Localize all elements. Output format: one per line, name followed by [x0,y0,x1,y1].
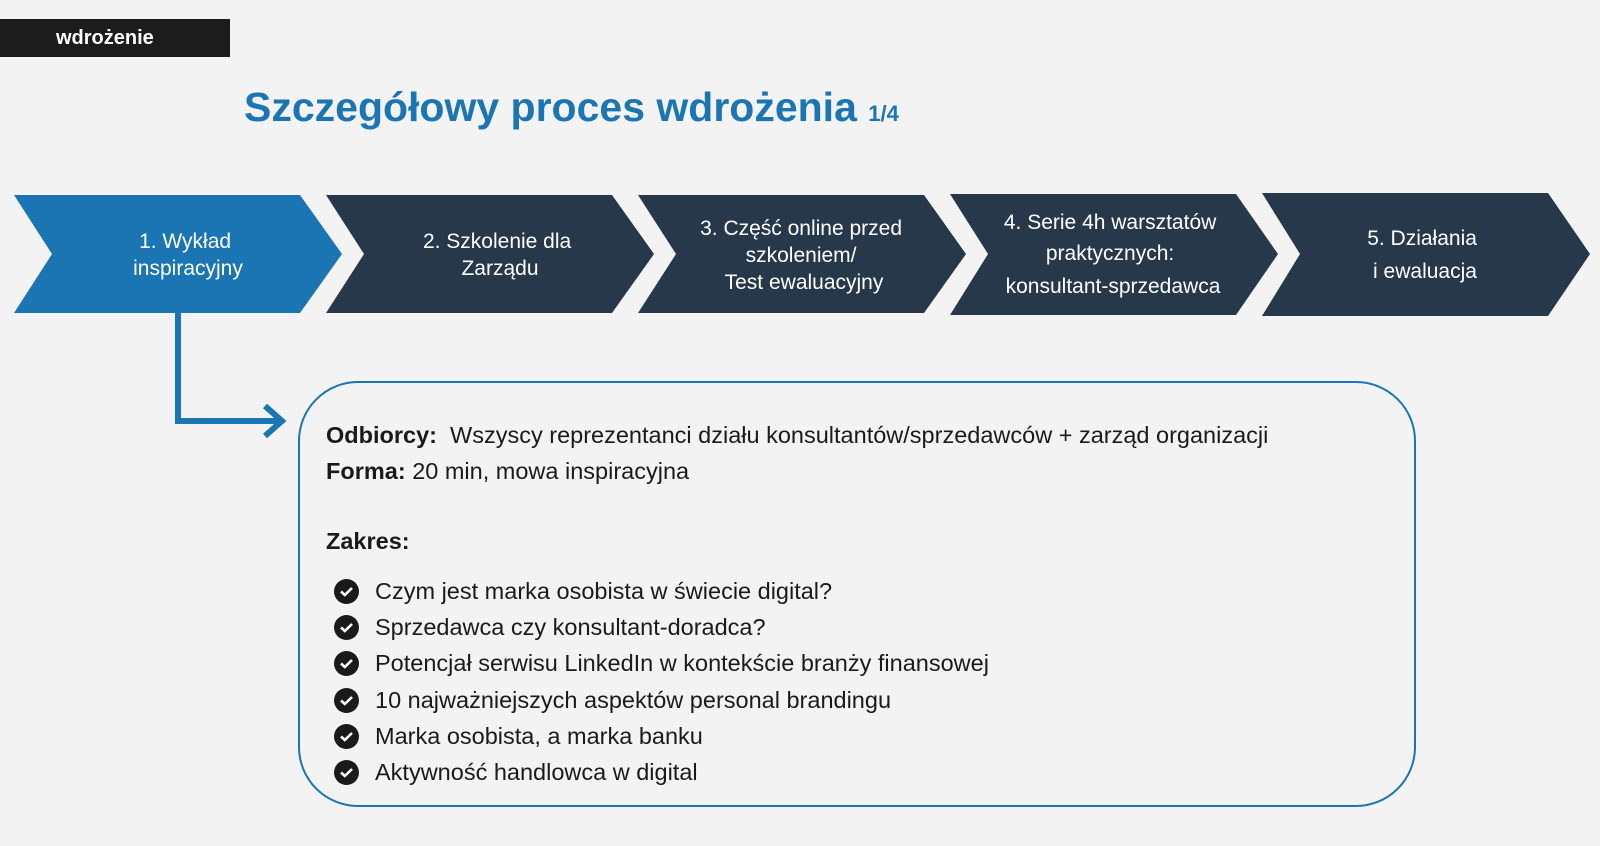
topics-list [334,573,1414,791]
process-step-5[interactable] [1262,193,1590,316]
step-1-chevron [14,195,342,313]
step-1-line-2: inspiracyjny [133,257,243,280]
check-circle-icon [334,615,359,640]
step-4-line-3: konsultant-sprzedawca [1005,275,1221,298]
topic-text: Marka osobista, a marka banku [375,722,703,749]
topic-text: Potencjał serwisu LinkedIn w kontekście branży finansowej [375,650,989,677]
topic-text: Sprzedawca czy konsultant-doradca? [375,613,766,640]
process-step-1[interactable] [14,195,342,313]
topic-text: 10 najważniejszych aspektów personal brandingu [375,686,892,713]
section-tag: wdrożenie [0,19,230,57]
connector-arrow [178,313,282,436]
step-5-line-2: i ewaluacja [1373,260,1477,283]
topic-item [334,609,1414,645]
topic-item [334,718,1414,754]
form-label: Forma: [326,458,406,484]
step-4-line-1: 4. Serie 4h warsztatów [1003,211,1217,234]
topic-item [334,754,1414,790]
details-card [298,381,1416,807]
page-title-text: Szczegółowy proces wdrożenia [244,84,857,130]
step-3-line-3: Test ewaluacyjny [724,271,884,294]
step-2-chevron [326,195,654,313]
step-4-line-2: praktycznych: [1045,242,1175,265]
check-circle-icon [334,760,359,785]
step-5-chevron [1262,193,1590,316]
process-step-3[interactable] [638,195,966,313]
audience-row [326,417,1414,453]
check-circle-icon [334,651,359,676]
step-2-line-2: Zarządu [461,257,539,280]
audience-label: Odbiorcy: [326,422,437,448]
step-5-line-1: 5. Działania [1367,227,1477,250]
check-circle-icon [334,688,359,713]
step-1-line-1: 1. Wykład [139,230,232,253]
process-step-2[interactable] [326,195,654,313]
check-circle-icon [334,724,359,749]
form-row [326,453,1414,489]
step-3-line-2: szkoleniem/ [745,244,857,267]
check-circle-icon [334,579,359,604]
topic-item [334,573,1414,609]
topic-text: Czym jest marka osobista w świecie digital? [375,577,833,604]
connector-line [178,313,278,421]
topic-item [334,682,1414,718]
topic-text: Aktywność handlowca w digital [375,759,698,786]
step-3-line-1: 3. Część online przed [700,217,903,240]
topic-item [334,646,1414,682]
page-number: 1/4 [868,101,899,126]
audience-value: Wszyscy reprezentanci działu konsultantów/sprzedawców + zarząd organizacji [450,422,1269,448]
step-2-line-1: 2. Szkolenie dla [422,230,572,253]
scope-heading: Zakres: [326,528,410,554]
form-value: 20 min, mowa inspiracyjna [412,458,690,484]
process-step-4[interactable] [950,194,1278,315]
